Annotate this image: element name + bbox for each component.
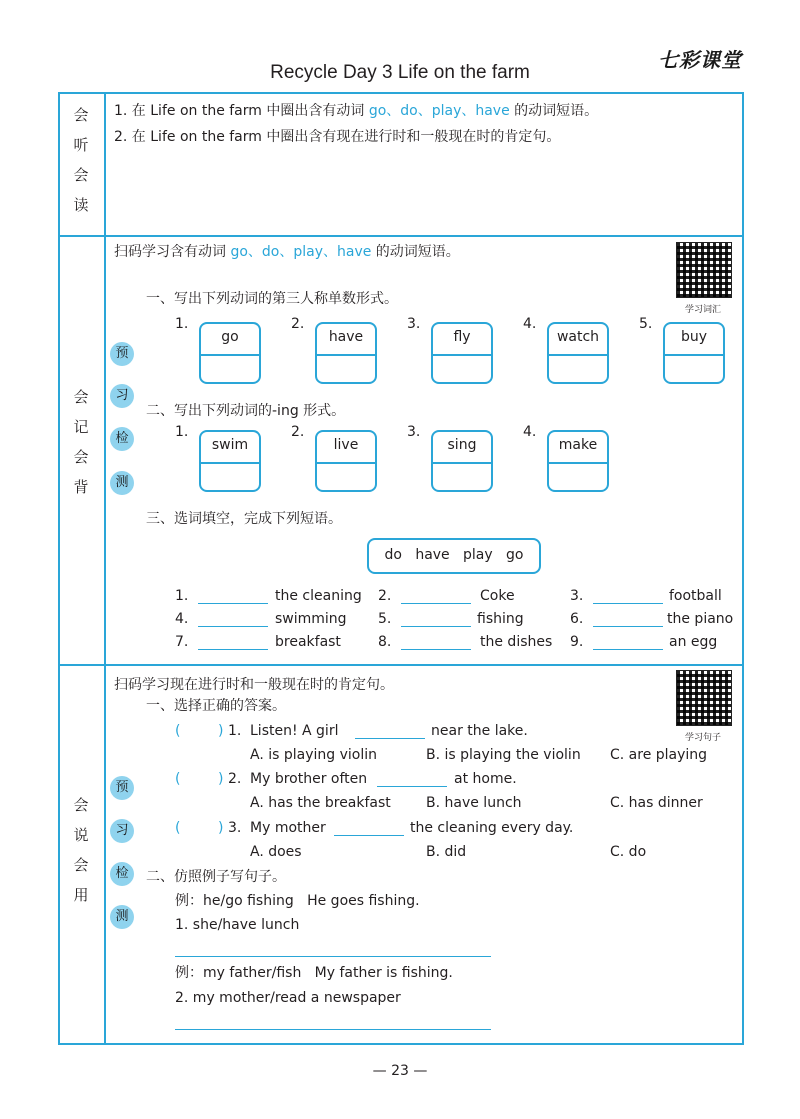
question-text: at home. — [454, 771, 517, 787]
preview-circle: 习 — [110, 819, 134, 843]
verb-label: buy — [680, 329, 708, 345]
question-text: My mother — [250, 820, 326, 836]
option-b[interactable]: B. is playing the violin — [426, 747, 581, 763]
phrase-num: 9. — [570, 634, 584, 650]
answer-box[interactable] — [547, 430, 609, 492]
question-text: Listen! A girl — [250, 723, 339, 739]
phrase-num: 6. — [570, 611, 584, 627]
side-char: 背 — [73, 478, 89, 496]
task-1: 1. she/have lunch — [175, 917, 300, 933]
word-bank: do have play go — [367, 538, 541, 574]
verb-label: fly — [453, 329, 471, 345]
part3-title: 三、选词填空，完成下列短语。 — [146, 511, 342, 527]
phrase-num: 2. — [378, 588, 392, 604]
side-char: 会 — [73, 166, 89, 184]
example-1: 例：he/go fishing He goes fishing. — [175, 893, 420, 909]
phrase-text: the cleaning — [275, 588, 362, 604]
text: 的动词短语。 — [509, 103, 599, 119]
answer-paren: ( — [175, 723, 181, 739]
page-number: — 23 — — [372, 1063, 428, 1079]
qr-code-icon[interactable] — [676, 670, 732, 726]
phrase-text: football — [669, 588, 722, 604]
item-number: 3. — [407, 424, 421, 440]
option-b[interactable]: B. did — [426, 844, 467, 860]
verb-label: make — [558, 437, 598, 453]
side-char: 记 — [73, 418, 89, 436]
side-char: 会 — [73, 796, 89, 814]
item-number: 2. — [291, 424, 305, 440]
side-char: 会 — [73, 388, 89, 406]
row-divider-1 — [58, 235, 744, 237]
verbs: go、do、play、have — [368, 103, 510, 119]
phrase-text: the piano — [667, 611, 734, 627]
section3-part2-title: 二、仿照例子写句子。 — [146, 869, 286, 885]
section3-side-label — [58, 790, 104, 910]
phrase-num: 3. — [570, 588, 584, 604]
option-c[interactable]: C. are playing — [610, 747, 708, 763]
text: 的动词短语。 — [371, 244, 460, 260]
phrase-text: fishing — [477, 611, 524, 627]
option-b[interactable]: B. have lunch — [426, 795, 522, 811]
option-c[interactable]: C. do — [610, 844, 647, 860]
item-number: 1. — [175, 316, 189, 332]
answer-box[interactable] — [199, 322, 261, 384]
row-divider-2 — [58, 664, 744, 666]
section1-line2: 2. 在 Life on the farm 中圈出含有现在进行时和一般现在时的肯定句。 — [114, 129, 561, 145]
item-number: 1. — [175, 424, 189, 440]
example-2: 例：my father/fish My father is fishing. — [175, 965, 453, 981]
section1-side-label — [58, 100, 104, 220]
fill-blank[interactable] — [198, 603, 268, 604]
answer-paren: ( — [175, 771, 181, 787]
section1-line1 — [114, 102, 598, 120]
side-char: 会 — [73, 856, 89, 874]
answer-line-2[interactable] — [175, 1029, 491, 1030]
side-char: 听 — [73, 136, 89, 154]
fill-blank[interactable] — [198, 626, 268, 627]
answer-box[interactable] — [315, 322, 377, 384]
option-a[interactable]: A. does — [250, 844, 302, 860]
question-text: My brother often — [250, 771, 368, 787]
verb-label: go — [221, 329, 239, 345]
item-number: 5. — [639, 316, 653, 332]
phrase-text: breakfast — [275, 634, 341, 650]
phrase-text: swimming — [275, 611, 347, 627]
verb-label: watch — [556, 329, 600, 345]
answer-line-1[interactable] — [175, 956, 491, 957]
side-char: 会 — [73, 106, 89, 124]
item-number: 4. — [523, 424, 537, 440]
item-number: 4. — [523, 316, 537, 332]
part2-title: 二、写出下列动词的-ing 形式。 — [146, 403, 346, 419]
task-2: 2. my mother/read a newspaper — [175, 990, 401, 1006]
fill-blank[interactable] — [593, 626, 663, 627]
fill-blank[interactable] — [355, 738, 425, 739]
answer-box[interactable] — [431, 322, 493, 384]
phrase-num: 4. — [175, 611, 189, 627]
question-num: 1. — [228, 723, 242, 739]
fill-blank[interactable] — [401, 626, 471, 627]
answer-paren: ( — [175, 820, 181, 836]
verbs: go、do、play、have — [230, 244, 372, 260]
section2-side-label — [58, 382, 104, 502]
side-char: 会 — [73, 448, 89, 466]
option-c[interactable]: C. has dinner — [610, 795, 703, 811]
phrase-num: 5. — [378, 611, 392, 627]
answer-paren: ) — [218, 723, 224, 739]
qr-caption: 学习词汇 — [684, 305, 721, 315]
text: 扫码学习含有动词 — [114, 244, 231, 260]
answer-box[interactable] — [663, 322, 725, 384]
side-char: 读 — [73, 196, 89, 214]
verb-label: sing — [447, 437, 477, 453]
section3-part1-title: 一、选择正确的答案。 — [146, 698, 286, 714]
phrase-text: Coke — [480, 588, 515, 604]
question-text: near the lake. — [431, 723, 528, 739]
verb-label: have — [328, 329, 364, 345]
fill-blank[interactable] — [377, 786, 447, 787]
preview-circle: 预 — [110, 342, 134, 366]
preview-circle: 检 — [110, 862, 134, 886]
question-num: 2. — [228, 771, 242, 787]
fill-blank[interactable] — [593, 603, 663, 604]
answer-box[interactable] — [431, 430, 493, 492]
preview-circle: 预 — [110, 776, 134, 800]
option-a[interactable]: A. has the breakfast — [250, 795, 391, 811]
answer-paren: ) — [218, 771, 224, 787]
fill-blank[interactable] — [593, 649, 663, 650]
preview-circle: 测 — [110, 471, 134, 495]
side-char: 说 — [73, 826, 89, 844]
phrase-num: 7. — [175, 634, 189, 650]
text: 1. 在 Life on the farm 中圈出含有动词 — [114, 103, 369, 119]
verb-label: live — [333, 437, 359, 453]
qr-code-icon[interactable] — [676, 242, 732, 298]
brand-logo: 七彩课堂 — [658, 48, 742, 72]
section3-intro: 扫码学习现在进行时和一般现在时的肯定句。 — [114, 677, 394, 693]
option-a[interactable]: A. is playing violin — [250, 747, 377, 763]
answer-box[interactable] — [315, 430, 377, 492]
phrase-text: the dishes — [480, 634, 553, 650]
side-char: 用 — [73, 886, 89, 904]
part1-title: 一、写出下列动词的第三人称单数形式。 — [146, 291, 398, 307]
question-text: the cleaning every day. — [410, 820, 574, 836]
section2-intro — [114, 243, 460, 261]
fill-blank[interactable] — [334, 835, 404, 836]
phrase-num: 1. — [175, 588, 189, 604]
item-number: 2. — [291, 316, 305, 332]
verb-label: swim — [211, 437, 249, 453]
answer-box[interactable] — [547, 322, 609, 384]
preview-circle: 测 — [110, 905, 134, 929]
question-num: 3. — [228, 820, 242, 836]
preview-circle: 习 — [110, 384, 134, 408]
fill-blank[interactable] — [401, 603, 471, 604]
fill-blank[interactable] — [401, 649, 471, 650]
fill-blank[interactable] — [198, 649, 268, 650]
qr-caption: 学习句子 — [684, 733, 721, 743]
item-number: 3. — [407, 316, 421, 332]
preview-circle: 检 — [110, 427, 134, 451]
page-title: Recycle Day 3 Life on the farm — [270, 62, 530, 83]
phrase-text: an egg — [669, 634, 718, 650]
answer-paren: ) — [218, 820, 224, 836]
answer-box[interactable] — [199, 430, 261, 492]
phrase-num: 8. — [378, 634, 392, 650]
